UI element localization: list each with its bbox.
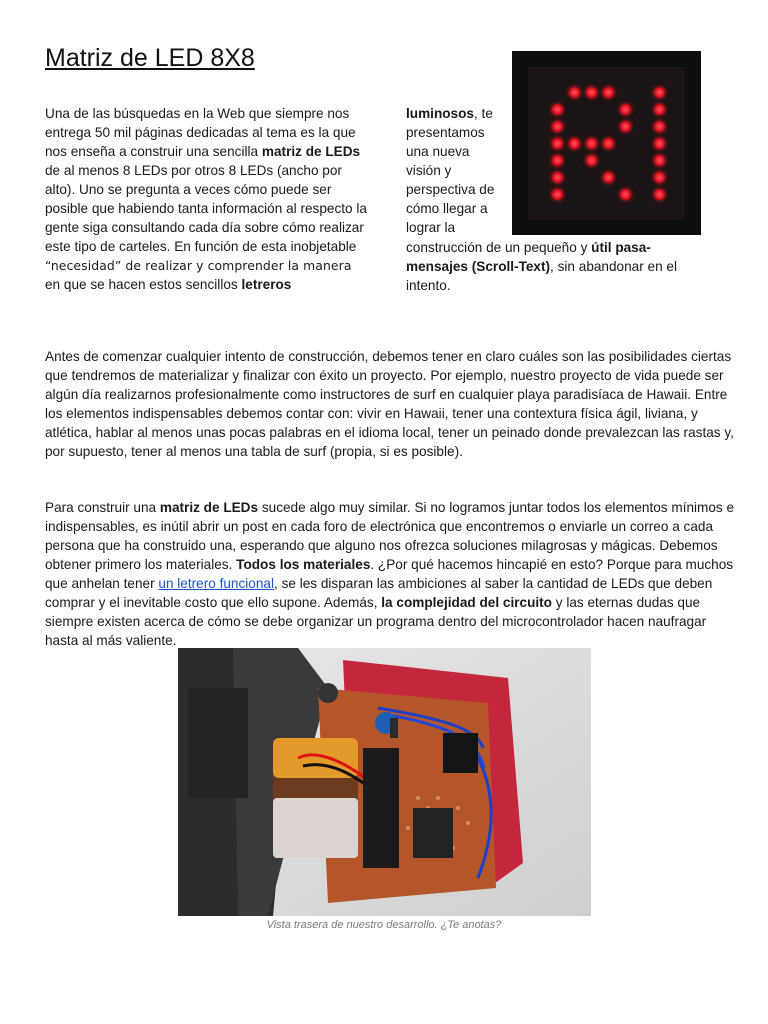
intro-right-paragraph — [406, 104, 506, 237]
intro-text: en que se hacen estos sencillos — [45, 277, 242, 292]
photo-caption: Vista trasera de nuestro desarrollo. ¿Te anotas? — [266, 919, 502, 931]
intro-right-continuation — [406, 238, 706, 295]
led-dot — [603, 138, 614, 149]
led-dot — [654, 189, 665, 200]
intro-bold-luminosos: luminosos — [406, 106, 474, 121]
intro-bold-pasa-mensajes: útil pasa-mensajes (Scroll-Text) — [406, 240, 651, 274]
intro-text: , te presentamos una nueva visión y perspectiva de cómo llegar a lograr la — [406, 106, 495, 235]
led-dot — [569, 87, 580, 98]
body-text: Para construir una — [45, 500, 160, 515]
led-dot — [569, 138, 580, 149]
intro-text: construcción de un pequeño y — [406, 240, 592, 255]
led-dot — [552, 104, 563, 115]
circuit-photo — [178, 648, 591, 916]
body-text: y las eternas dudas que siempre existen acerca de cómo se debe organizar un programa dentro del microcontrolador hacen naufragar hasta al más valiente. — [45, 595, 707, 648]
led-dot — [654, 172, 665, 183]
led-dot — [654, 138, 665, 149]
intro-text: , sin abandonar en el intento. — [406, 259, 678, 293]
body-paragraph-2 — [45, 498, 735, 650]
intro-bold-matriz: matriz de LEDs — [261, 144, 361, 159]
led-dot — [552, 155, 563, 166]
intro-bold-letreros: letreros — [241, 277, 292, 292]
intro-left-paragraph — [45, 104, 370, 294]
led-matrix-photo — [512, 51, 701, 235]
led-dot — [552, 138, 563, 149]
intro-text: Una de las búsquedas en la Web que siempre nos entrega 50 mil páginas dedicadas al tema es la que nos enseña a construir una sencilla — [45, 106, 356, 159]
body-text: sucede algo muy similar. Si no logramos juntar todos los elementos mínimos e indispensables, es inútil abrir un post en cada foro de electrónica que encontremos o enviarle un correo a cada persona que ha construido una, esperando que alguno nos ofrezca soluciones milagrosas y mágicas. Debemos obtener primero los materiales. — [45, 500, 735, 572]
led-dot — [552, 121, 563, 132]
body-text: , se les disparan las ambiciones al saber la cantidad de LEDs que deben comprar y el inevitable costo que ello supone. Además, — [45, 576, 713, 610]
led-dot — [654, 155, 665, 166]
led-dot — [603, 172, 614, 183]
led-dot — [654, 87, 665, 98]
led-dot — [586, 87, 597, 98]
intro-text-necesidad: “necesidad” de realizar y comprender la manera — [45, 258, 352, 273]
led-dot — [620, 121, 631, 132]
led-grid — [528, 67, 685, 220]
led-dot — [586, 155, 597, 166]
body-paragraph-1: Antes de comenzar cualquier intento de construcción, debemos tener en claro cuáles son las posibilidades ciertas que tendremos de materializar y finalizar con éxito un proyecto. Por ejemplo, nuestro proyecto de vida puede ser algún día realizarnos profesionalmente como instructores de surf en cualquier playa paradisíaca de Hawaii. Entre los elementos indispensables debemos contar con: vivir en Hawaii, tener una contextura física ágil, liviana, y atlética, hablar al menos unas pocas palabras en el idioma local, tener un peinado donde prevalezcan las rastas y, por supuesto, tener al menos una tabla de surf (propia, si es posible). — [45, 349, 734, 459]
led-dot — [552, 189, 563, 200]
article-title: Matriz de LED 8X8 — [45, 44, 255, 72]
led-dot — [620, 104, 631, 115]
body-bold-matriz: matriz de LEDs — [159, 500, 259, 515]
circuit-photo-drawing — [178, 648, 591, 916]
led-dot — [654, 121, 665, 132]
body-text: . ¿Por qué hacemos hincapié en esto? Porque para muchos que anhelan tener — [45, 557, 734, 591]
led-dot — [586, 138, 597, 149]
letrero-funcional-link[interactable]: un letrero funcional — [158, 576, 275, 591]
body-bold-todos: Todos los materiales — [236, 557, 371, 572]
intro-text: de al menos 8 LEDs por otros 8 LEDs (ancho por alto). Uno se pregunta a veces cómo puede ser posible que habiendo tanta información al respecto la gente siga consultando cada día sobre cómo realizar este tipo de carteles. En función de esta inobjetable — [45, 163, 367, 254]
led-dot — [620, 189, 631, 200]
led-dot — [552, 172, 563, 183]
led-dot — [603, 87, 614, 98]
led-dot — [654, 104, 665, 115]
body-bold-complejidad: la complejidad del circuito — [381, 595, 552, 610]
